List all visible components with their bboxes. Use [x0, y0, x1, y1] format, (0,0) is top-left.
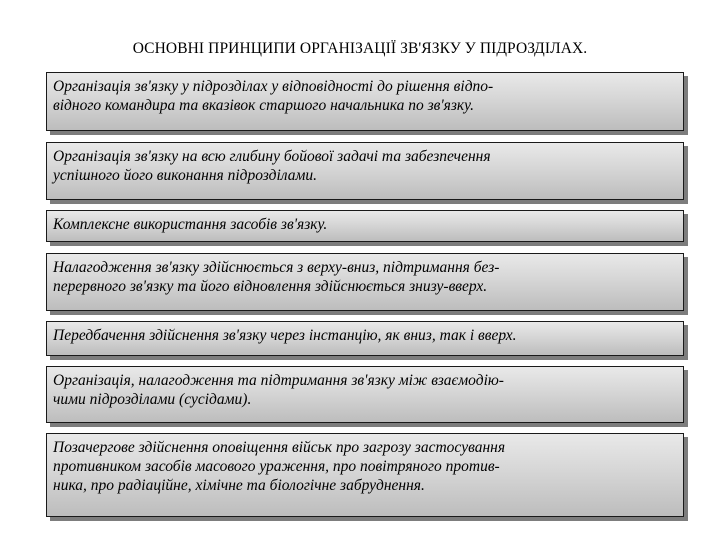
page-title: ОСНОВНІ ПРИНЦИПИ ОРГАНІЗАЦІЇ ЗВ'ЯЗКУ У ПІДРОЗДІЛАХ.	[132, 40, 588, 57]
principle-4-line-1: Налагодження зв'язку здійснюється з верху-вниз, підтримання без-	[53, 259, 500, 276]
principle-7-line-1: Позачергове здійснення оповіщення військ про загрозу застосування	[53, 439, 506, 456]
principle-box-7	[46, 433, 684, 517]
principle-2-line-1: Організація зв'язку на всю глибину бойової задачі та забезпечення	[53, 148, 491, 165]
principle-box-4	[46, 253, 684, 311]
principle-box-3	[46, 210, 684, 242]
principle-box-2	[46, 142, 684, 200]
principle-7-line-3: ника, про радіаційне, хімічне та біологічне забруднення.	[53, 477, 425, 494]
principle-6-line-2: чими підрозділами (сусідами).	[53, 391, 252, 408]
principle-2-line-2: успішного його виконання підрозділами.	[53, 167, 317, 184]
principle-4-line-2: перервного зв'язку та його відновлення здійснюється знизу-вверх.	[53, 278, 488, 295]
principle-6-line-1: Організація, налагодження та підтримання зв'язку між взаємодію-	[53, 372, 504, 389]
principle-box-5	[46, 321, 684, 356]
principle-1-line-2: відного командира та вказівок старшого начальника по зв'язку.	[53, 97, 474, 114]
principle-3-line-1: Комплексне використання засобів зв'язку.	[53, 216, 328, 233]
principle-5-line-1: Передбачення здійснення зв'язку через інстанцію, як вниз, так і вверх.	[53, 327, 517, 344]
principle-box-1	[46, 72, 684, 131]
principle-box-6	[46, 366, 684, 423]
principle-1-line-1: Організація зв'язку у підрозділах у відповідності до рішення відпо-	[53, 78, 494, 95]
principle-7-line-2: противником засобів масового ураження, про повітряного против-	[53, 458, 500, 475]
